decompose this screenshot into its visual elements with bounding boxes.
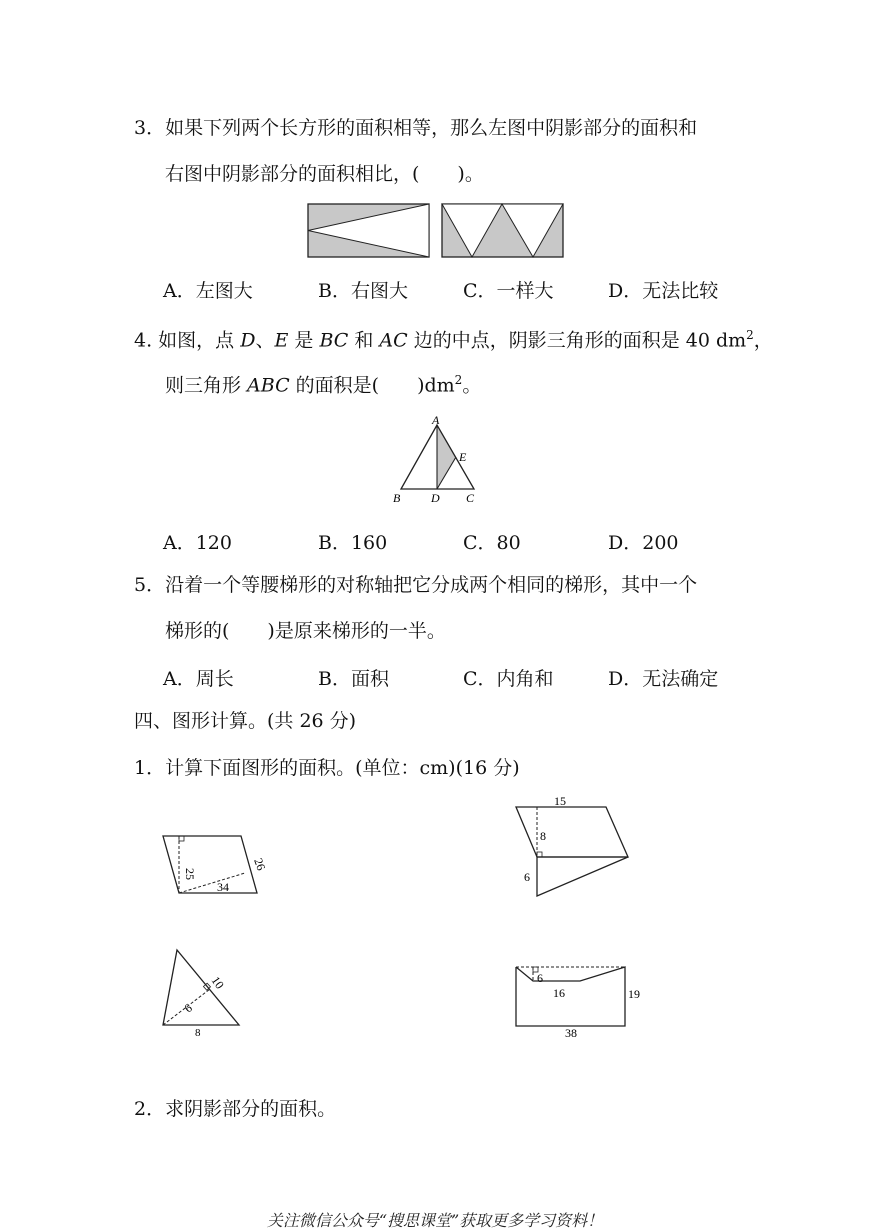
q4-line1: 4. 如图，点 D、E 是 BC 和 AC 边的中点，阴影三角形的面积是 40 $dm^2$，	[134, 328, 773, 352]
q5-option-c[interactable]: C．内角和	[463, 668, 554, 690]
q4-option-d[interactable]: D．200	[608, 532, 679, 554]
parallelogram-triangle-figure	[510, 792, 635, 902]
triangle-side-label: 10	[208, 973, 227, 992]
q4-option-a[interactable]: A．120	[163, 532, 232, 554]
section4-q2: 2．求阴影部分的面积。	[134, 1098, 337, 1120]
footer-note: 关注微信公众号“搜思课堂”获取更多学习资料！	[266, 1211, 604, 1230]
q4-option-c[interactable]: C．80	[463, 532, 521, 554]
section4-title: 四、图形计算。(共 26 分)	[134, 710, 357, 732]
left-rectangle	[308, 204, 429, 257]
para2-height-label: 8	[540, 829, 546, 843]
q3-line1: 3．如果下列两个长方形的面积相等，那么左图中阴影部分的面积和	[134, 117, 698, 139]
para1-base-label: 34	[217, 880, 229, 894]
triangle-figure	[155, 945, 255, 1040]
q4-option-b[interactable]: B．160	[318, 532, 388, 554]
rectangle-cut-figure	[510, 960, 650, 1040]
q5-option-b[interactable]: B．面积	[318, 668, 389, 690]
q4-line2: 则三角形 ABC 的面积是( )$dm^2$。	[165, 373, 482, 397]
triangle-height-label: 6	[524, 870, 530, 884]
q3-line2: 右图中阴影部分的面积相比，( )。	[165, 163, 484, 185]
rect-height-label: 19	[628, 987, 640, 1001]
q4-triangle-figure	[385, 408, 485, 508]
q5-option-d[interactable]: D．无法确定	[608, 668, 719, 690]
rect-mid-label: 16	[553, 986, 565, 1000]
triangle-h-label: 6	[181, 1000, 195, 1016]
label-d: D	[431, 491, 440, 505]
q3-option-a[interactable]: A．左图大	[163, 280, 253, 302]
right-rectangle	[442, 204, 563, 257]
q3-option-b[interactable]: B．右图大	[318, 280, 408, 302]
para2-top-label: 15	[554, 794, 566, 808]
label-a: A	[432, 413, 440, 427]
q3-option-c[interactable]: C．一样大	[463, 280, 554, 302]
label-c: C	[466, 491, 475, 505]
rect-base-label: 38	[565, 1026, 577, 1040]
label-e: E	[459, 450, 467, 464]
rect-small-label: 6	[537, 971, 543, 985]
q5-line2: 梯形的( )是原来梯形的一半。	[165, 620, 446, 642]
q5-option-a[interactable]: A．周长	[163, 668, 234, 690]
parallelogram-figure	[155, 828, 280, 903]
q3-option-d[interactable]: D．无法比较	[608, 280, 719, 302]
q3-rectangles-figure	[305, 201, 567, 261]
label-b: B	[393, 491, 401, 505]
triangle-base-label: 8	[195, 1027, 201, 1039]
para1-height-label: 25	[183, 868, 197, 880]
q5-line1: 5．沿着一个等腰梯形的对称轴把它分成两个相同的梯形，其中一个	[134, 574, 698, 596]
para1-side-label: 26	[251, 856, 269, 873]
section4-q1: 1．计算下面图形的面积。(单位：cm)(16 分)	[134, 757, 520, 779]
